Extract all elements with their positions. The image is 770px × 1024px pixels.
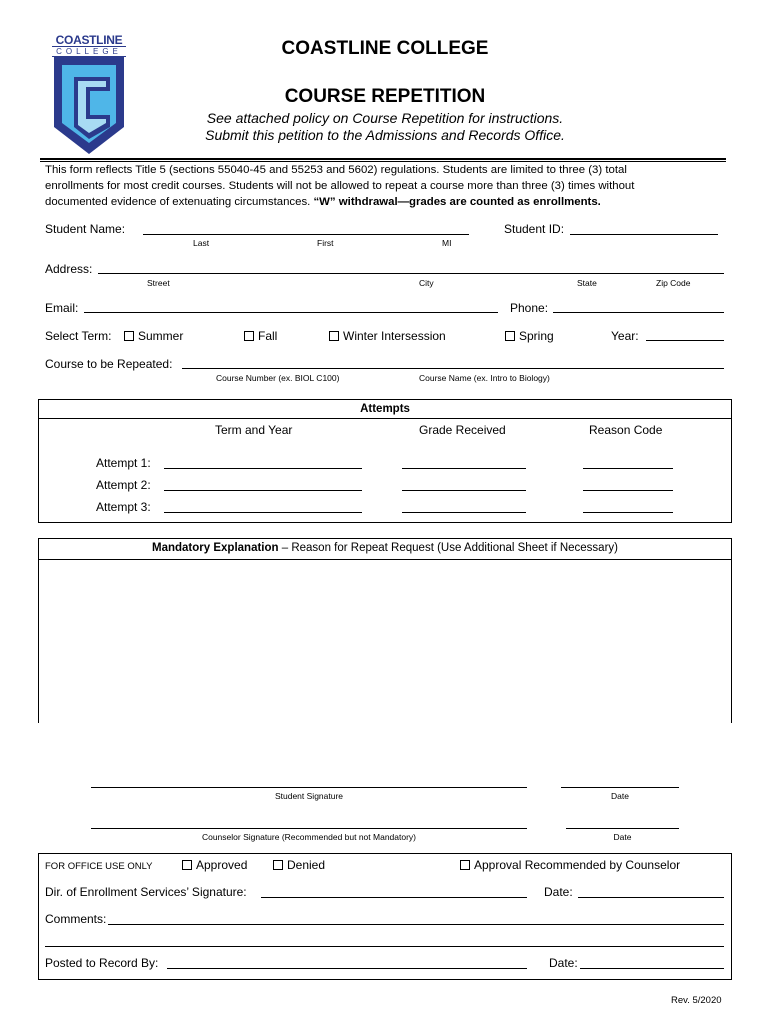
approved-option[interactable] xyxy=(182,858,247,872)
attempt-2-term[interactable] xyxy=(164,490,362,491)
explanation-bold: Mandatory Explanation xyxy=(152,542,279,554)
attempt-3-grade[interactable] xyxy=(402,512,526,513)
mi-caption: MI xyxy=(442,238,452,248)
course-number-caption: Course Number (ex. BIOL C100) xyxy=(216,373,340,383)
year-label: Year: xyxy=(611,329,639,343)
form-title: COURSE REPETITION xyxy=(284,86,486,107)
college-name: COASTLINE COLLEGE xyxy=(281,38,489,59)
checkbox-icon[interactable] xyxy=(244,331,254,341)
city-caption: City xyxy=(419,278,434,288)
term-summer-option[interactable] xyxy=(124,329,183,343)
phone-label: Phone: xyxy=(510,301,549,315)
intro-line-3-text: documented evidence of extenuating circumstances. xyxy=(45,196,314,208)
street-caption: Street xyxy=(147,278,170,288)
attempt-3-reason[interactable] xyxy=(583,512,673,513)
attempt-2-label: Attempt 2: xyxy=(96,478,151,492)
student-name-field[interactable] xyxy=(143,234,469,235)
attempts-title: Attempts xyxy=(360,403,410,415)
checkbox-icon[interactable] xyxy=(182,860,192,870)
checkbox-icon[interactable] xyxy=(273,860,283,870)
student-signature-caption: Student Signature xyxy=(274,791,344,801)
course-label: Course to be Repeated: xyxy=(45,357,173,371)
address-label: Address: xyxy=(45,262,93,276)
revision-label: Rev. 5/2020 xyxy=(671,995,722,1006)
logo-shield-icon xyxy=(52,57,126,155)
course-field[interactable] xyxy=(182,368,724,369)
attempt-3-label: Attempt 3: xyxy=(96,500,151,514)
student-id-field[interactable] xyxy=(570,234,718,235)
term-fall-option[interactable] xyxy=(244,329,277,343)
attempts-title-rule xyxy=(39,418,731,419)
zip-caption: Zip Code xyxy=(656,278,691,288)
summer-label: Summer xyxy=(138,329,184,343)
counselor-date-caption: Date xyxy=(613,832,632,842)
posted-by-field[interactable] xyxy=(167,968,527,969)
counselor-signature-field[interactable] xyxy=(91,828,527,829)
winter-label: Winter Intersession xyxy=(343,329,446,343)
instruction-line-2: Submit this petition to the Admissions and Records Office. xyxy=(205,127,565,143)
email-label: Email: xyxy=(45,301,79,315)
student-id-label: Student ID: xyxy=(504,222,565,236)
attempt-3-term[interactable] xyxy=(164,512,362,513)
explanation-title xyxy=(39,542,731,554)
col-grade: Grade Received xyxy=(419,423,506,437)
intro-line-3-bold: “W” withdrawal—grades are counted as enrollments. xyxy=(313,196,601,208)
recommended-option[interactable] xyxy=(460,858,680,872)
student-date-caption: Date xyxy=(611,791,629,801)
instruction-line-1: See attached policy on Course Repetition for instructions. xyxy=(206,110,564,126)
student-date-field[interactable] xyxy=(561,787,679,788)
comments-label: Comments: xyxy=(45,912,107,926)
fall-label: Fall xyxy=(258,329,278,343)
attempt-1-label: Attempt 1: xyxy=(96,456,151,470)
last-caption: Last xyxy=(193,238,210,248)
state-caption: State xyxy=(577,278,597,288)
director-signature-label: Dir. of Enrollment Services’ Signature: xyxy=(45,885,247,899)
posted-date-field[interactable] xyxy=(580,968,724,969)
phone-field[interactable] xyxy=(553,312,724,313)
attempt-2-grade[interactable] xyxy=(402,490,526,491)
counselor-date-field[interactable] xyxy=(566,828,679,829)
intro-line-2: enrollments for most credit courses. Students will not be allowed to repeat a course more than three (3) times without xyxy=(45,180,635,192)
comments-field-2[interactable] xyxy=(45,946,724,947)
intro-line-1: This form reflects Title 5 (sections 55040-45 and 55253 and 5602) regulations. Students are limited to three (3) total xyxy=(45,164,627,176)
select-term-label: Select Term: xyxy=(45,329,112,343)
posted-date-label: Date: xyxy=(549,956,578,970)
attempt-1-grade[interactable] xyxy=(402,468,526,469)
intro-line-3 xyxy=(45,196,601,208)
denied-label: Denied xyxy=(287,858,326,872)
first-caption: First xyxy=(317,238,334,248)
explanation-header xyxy=(38,538,732,560)
logo-subword: COLLEGE xyxy=(52,46,126,57)
posted-by-label: Posted to Record By: xyxy=(45,956,159,970)
address-field[interactable] xyxy=(98,273,724,274)
email-field[interactable] xyxy=(84,312,498,313)
year-field[interactable] xyxy=(646,340,724,341)
explanation-area[interactable] xyxy=(38,559,732,723)
header-rule xyxy=(40,158,726,162)
counselor-signature-caption: Counselor Signature (Recommended but not Mandatory) xyxy=(201,832,417,842)
approved-label: Approved xyxy=(196,858,248,872)
attempts-section xyxy=(38,399,732,523)
col-term-year: Term and Year xyxy=(215,423,293,437)
recommended-label: Approval Recommended by Counselor xyxy=(474,858,681,872)
office-use-section xyxy=(38,853,732,980)
term-spring-option[interactable] xyxy=(505,329,554,343)
checkbox-icon[interactable] xyxy=(505,331,515,341)
office-use-label: FOR OFFICE USE ONLY xyxy=(45,861,153,872)
col-reason: Reason Code xyxy=(589,423,663,437)
checkbox-icon[interactable] xyxy=(460,860,470,870)
denied-option[interactable] xyxy=(273,858,325,872)
student-signature-field[interactable] xyxy=(91,787,527,788)
course-name-caption: Course Name (ex. Intro to Biology) xyxy=(419,373,550,383)
attempt-1-term[interactable] xyxy=(164,468,362,469)
director-signature-field[interactable] xyxy=(261,897,527,898)
explanation-rest: – Reason for Repeat Request (Use Additional Sheet if Necessary) xyxy=(278,542,618,554)
attempt-1-reason[interactable] xyxy=(583,468,673,469)
comments-field-1[interactable] xyxy=(108,924,724,925)
logo-wordmark: COASTLINE xyxy=(55,33,123,47)
spring-label: Spring xyxy=(519,329,554,343)
director-date-field[interactable] xyxy=(578,897,724,898)
student-name-label: Student Name: xyxy=(45,222,126,236)
term-winter-option[interactable] xyxy=(329,329,446,343)
college-logo xyxy=(52,33,126,155)
checkbox-icon[interactable] xyxy=(329,331,339,341)
attempt-2-reason[interactable] xyxy=(583,490,673,491)
checkbox-icon[interactable] xyxy=(124,331,134,341)
director-date-label: Date: xyxy=(544,885,573,899)
